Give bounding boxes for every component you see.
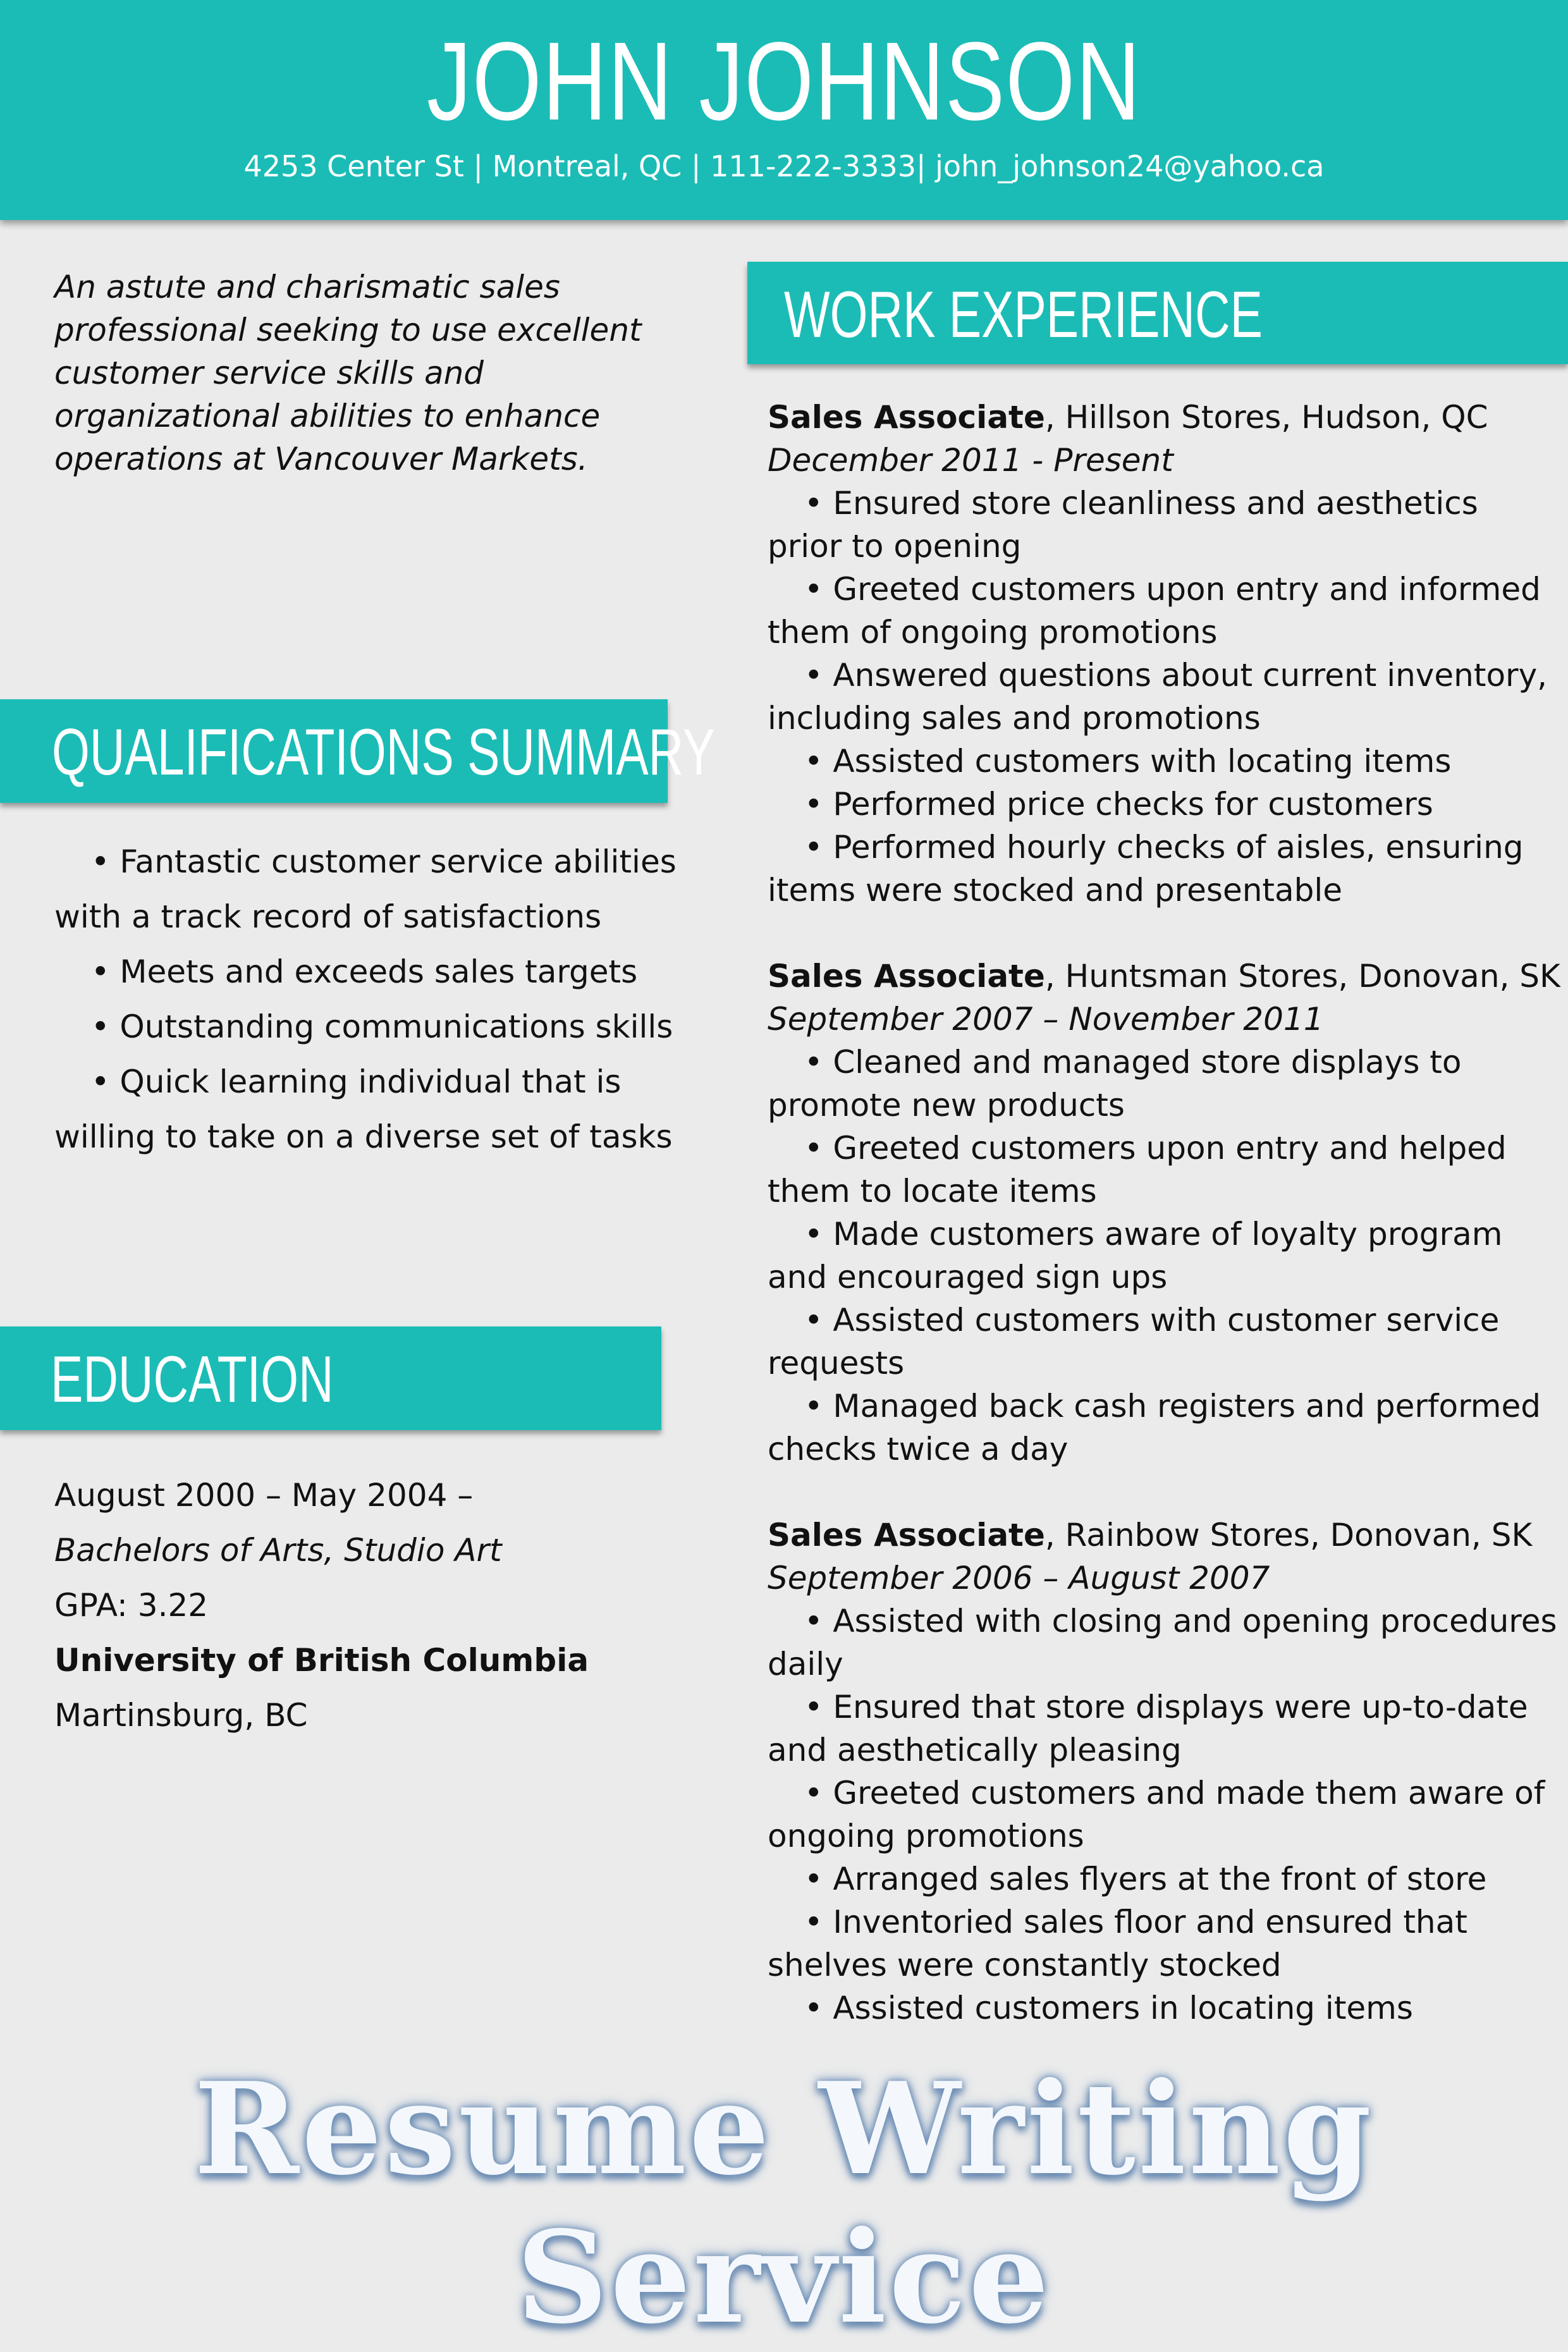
job-bullets (768, 482, 1558, 912)
qualification-item: • Meets and exceeds sales targets (91, 953, 638, 990)
job-bullet: • Answered questions about current inventory, including sales and promotions (768, 657, 1548, 737)
work-experience (768, 396, 1558, 2073)
qualifications-list (54, 835, 687, 1165)
education-heading: EDUCATION (51, 1343, 334, 1416)
objective-statement: An astute and charismatic sales professional seeking to use excellent customer service skills and organizational abilities to enhance operations at Vancouver Markets. (54, 269, 642, 477)
qualifications-heading-band (0, 699, 716, 803)
job-bullets (768, 1041, 1558, 1471)
job-bullet: • Greeted customers upon entry and informed them of ongoing promotions (768, 571, 1541, 651)
candidate-name: JOHN JOHNSON (427, 20, 1141, 144)
job-bullet: • Performed hourly checks of aisles, ensuring items were stocked and presentable (768, 829, 1524, 909)
job-company: , Rainbow Stores, Donovan, SK (1044, 1517, 1533, 1553)
job-heading (768, 955, 1558, 998)
education-dates: August 2000 – May 2004 – (54, 1477, 474, 1514)
job-bullet: • Assisted customers with customer service requests (768, 1302, 1500, 1381)
job-bullets (768, 1600, 1558, 2030)
job-heading (768, 396, 1558, 439)
qualification-item: • Quick learning individual that is willing to take on a diverse set of tasks (54, 1063, 673, 1155)
job-bullet: • Ensured that store displays were up-to-date and aesthetically pleasing (768, 1689, 1528, 1768)
job-company: , Huntsman Stores, Donovan, SK (1044, 958, 1560, 995)
education-heading-band (0, 1326, 661, 1430)
work-heading-band (747, 262, 1568, 364)
job-bullet: • Cleaned and managed store displays to promote new products (768, 1044, 1462, 1124)
job-bullet: • Performed price checks for customers (804, 786, 1433, 823)
job-bullet: • Assisted customers with locating items (804, 743, 1452, 780)
job-bullet: • Inventoried sales floor and ensured that shelves were constantly stocked (768, 1904, 1467, 1983)
job-bullet: • Greeted customers and made them aware of ongoing promotions (768, 1775, 1545, 1854)
job-dates: December 2011 - Present (768, 442, 1173, 479)
job-title: Sales Associate (768, 958, 1045, 995)
job-bullet: • Made customers aware of loyalty program and encouraged sign ups (768, 1216, 1503, 1295)
work-heading: WORK EXPERIENCE (784, 278, 1263, 352)
job-dates: September 2006 – August 2007 (768, 1560, 1270, 1596)
watermark-text: Resume Writing Service (193, 2055, 1375, 2352)
job-heading (768, 1514, 1558, 1557)
job-company: , Hillson Stores, Hudson, QC (1044, 399, 1488, 436)
job-bullet: • Assisted customers in locating items (804, 1990, 1413, 2026)
job-title: Sales Associate (768, 399, 1045, 436)
job-bullet: • Ensured store cleanliness and aesthetics prior to opening (768, 485, 1478, 565)
job-entry (768, 1514, 1558, 2030)
job-bullet: • Managed back cash registers and performed checks twice a day (768, 1388, 1541, 1467)
contact-line: 4253 Center St | Montreal, QC | 111-222-3333| john_johnson24@yahoo.ca (243, 149, 1325, 183)
qualification-item: • Fantastic customer service abilities with a track record of satisfactions (54, 843, 677, 935)
qualification-item: • Outstanding communications skills (91, 1008, 673, 1045)
education-school: University of British Columbia (54, 1642, 589, 1679)
job-bullet: • Arranged sales flyers at the front of store (804, 1861, 1487, 1897)
qualifications-heading: QUALIFICATIONS SUMMARY (52, 716, 716, 789)
education-gpa: GPA: 3.22 (54, 1587, 209, 1624)
education-location: Martinsburg, BC (54, 1697, 308, 1734)
job-dates: September 2007 – November 2011 (768, 1001, 1324, 1038)
job-bullet: • Assisted with closing and opening procedures daily (768, 1603, 1557, 1682)
job-entry (768, 955, 1558, 1471)
job-bullet: • Greeted customers upon entry and helped them to locate items (768, 1130, 1507, 1210)
job-entry (768, 396, 1558, 912)
education-details (54, 1468, 687, 1743)
resume-header (0, 0, 1568, 220)
education-degree: Bachelors of Arts, Studio Art (54, 1532, 502, 1569)
job-title: Sales Associate (768, 1517, 1045, 1553)
